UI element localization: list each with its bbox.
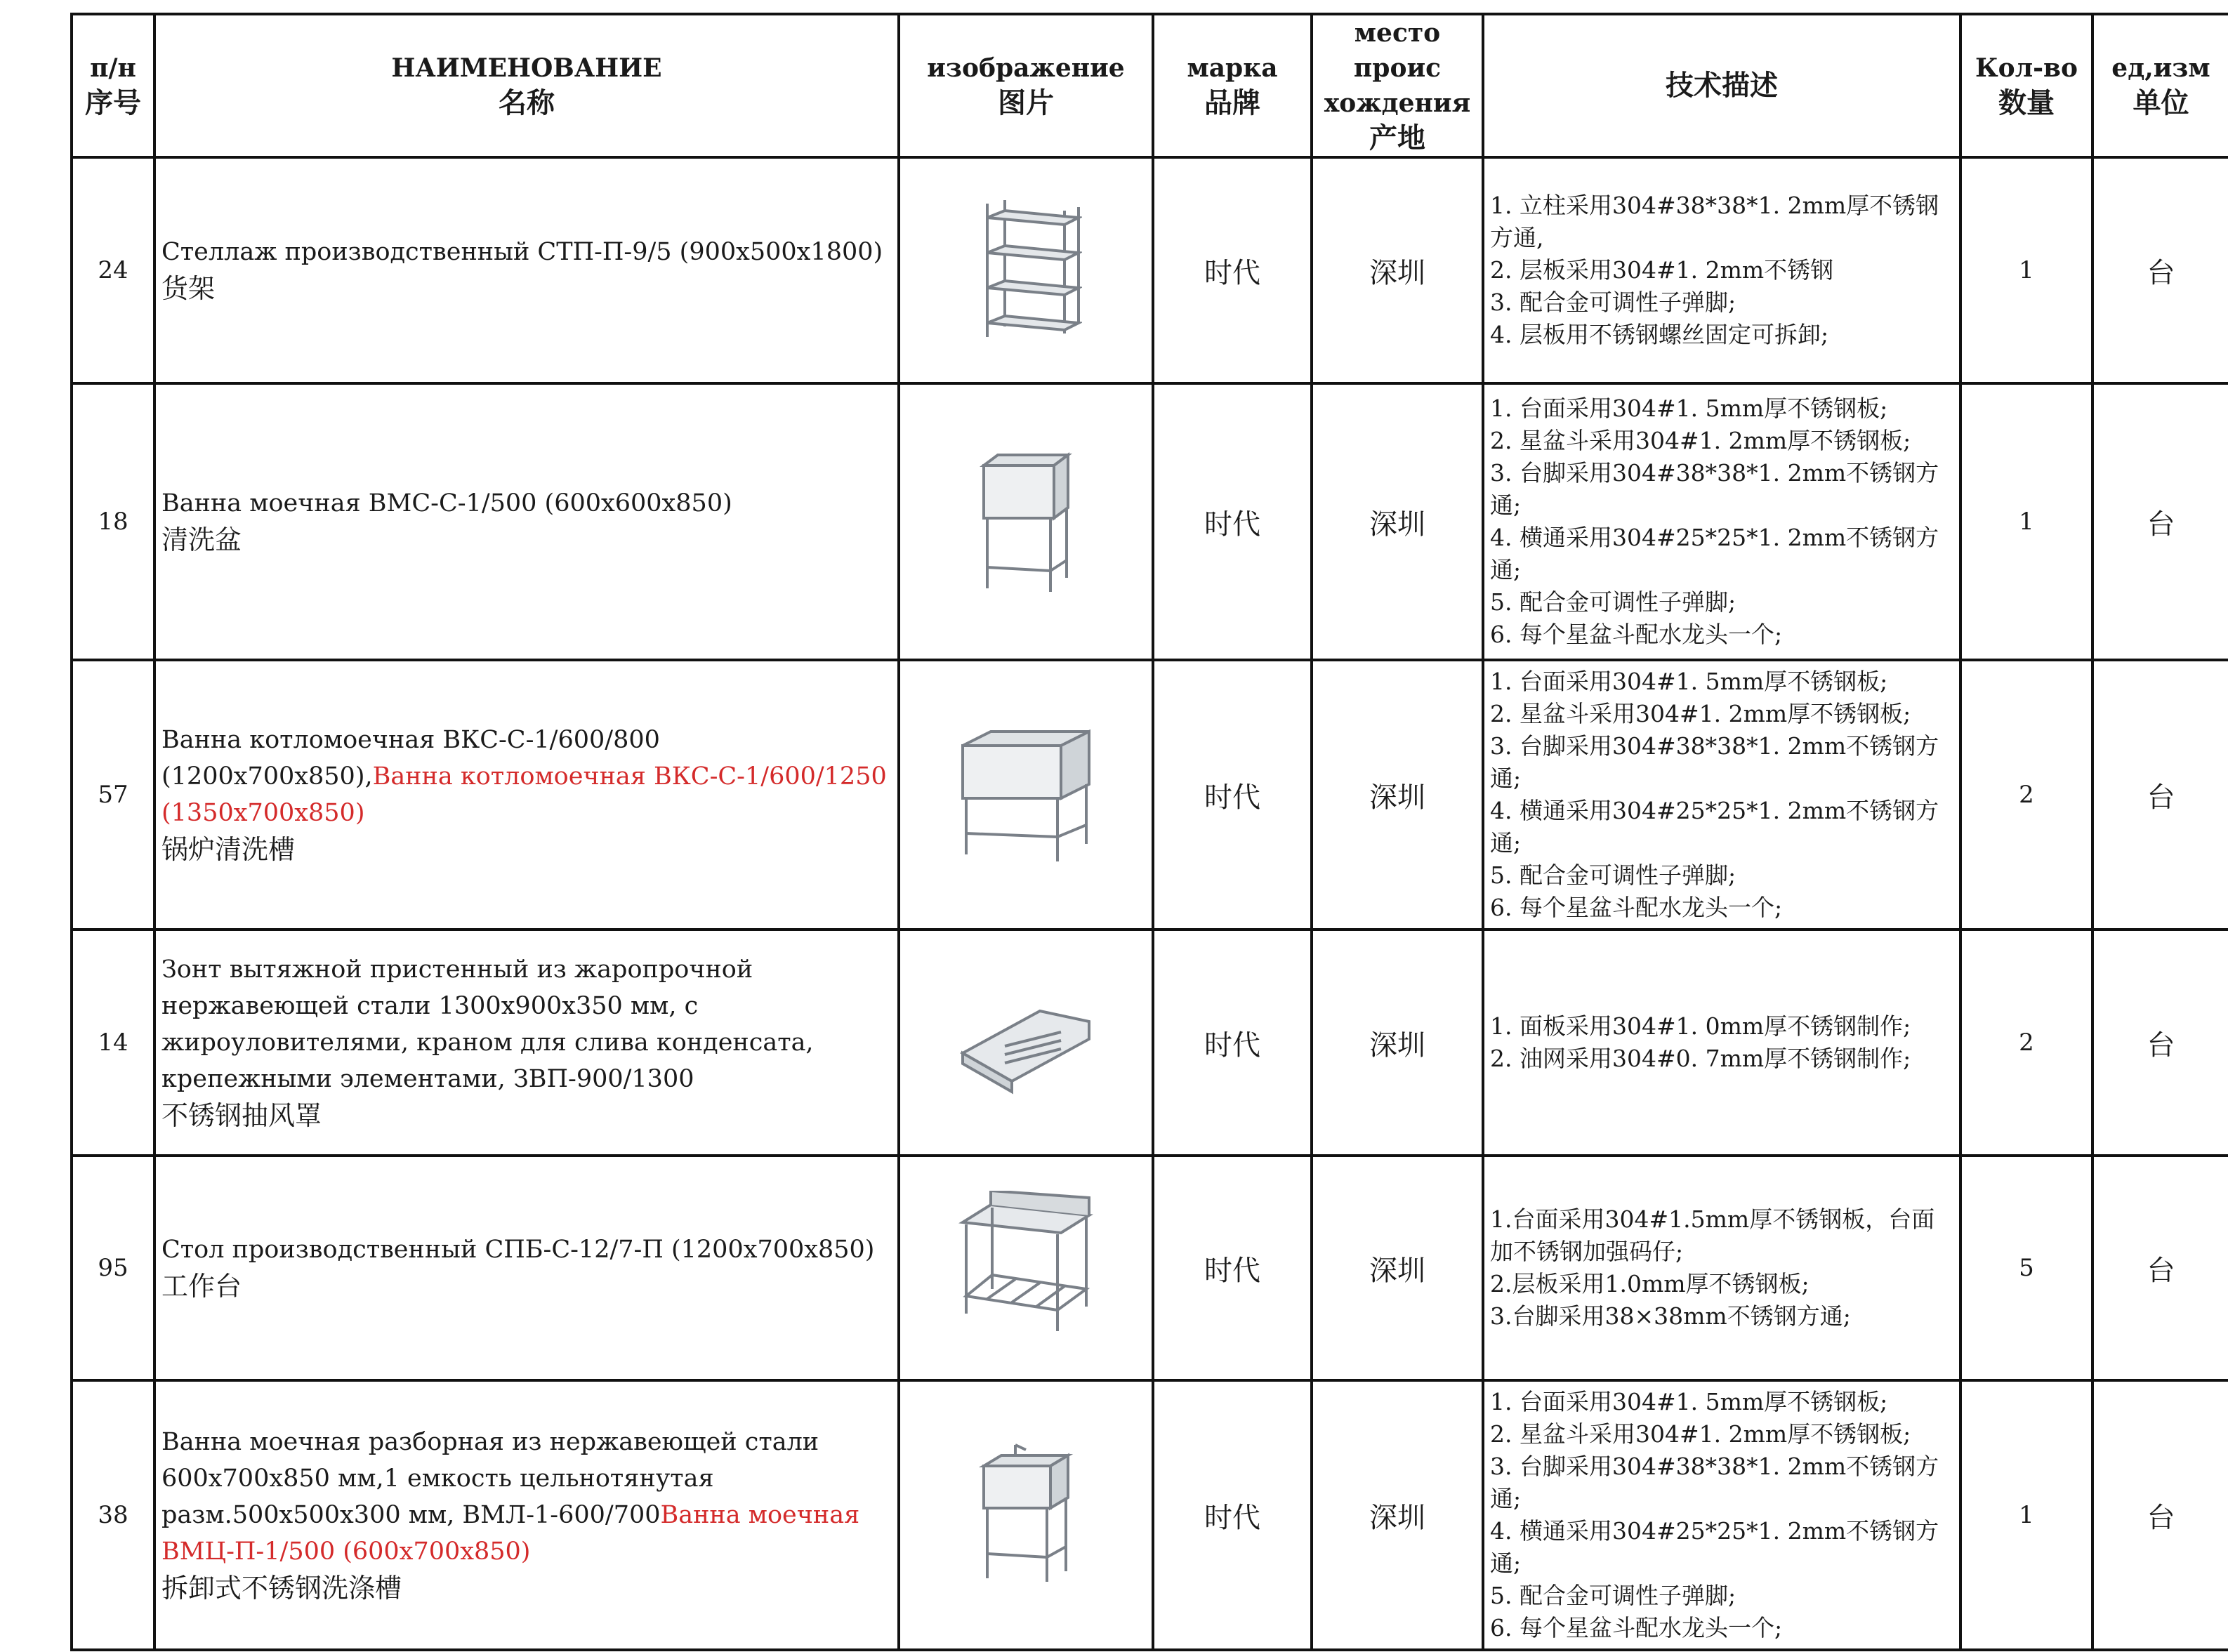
item-name-zh: 清洗盆 <box>162 524 242 555</box>
work-table-icon <box>900 1191 1152 1345</box>
description-line: 4. 横通采用304#25*25*1. 2mm不锈钢方通; <box>1490 524 1939 583</box>
item-name <box>154 1156 899 1380</box>
description-line: 1. 台面采用304#1. 5mm厚不锈钢板; <box>1490 395 1888 422</box>
item-image-cell <box>899 157 1153 383</box>
item-name-ru: Зонт вытяжной пристенный из жаропрочной нержавеющей стали 1300х900х350 мм, с жироуловителями, краном для слива конденсата, крепежными элементами, ЗВП-900/1300 <box>162 956 814 1093</box>
item-name <box>154 157 899 383</box>
item-name-ru: Ванна моечная ВМС-С-1/500 (600х600х850) <box>162 489 732 517</box>
description-line: 5. 配合金可调性子弹脚; <box>1490 861 1736 889</box>
item-brand: 时代 <box>1153 660 1312 930</box>
item-description <box>1483 383 1960 660</box>
description-line: 1. 台面采用304#1. 5mm厚不锈钢板; <box>1490 668 1888 695</box>
description-line: 6. 每个星盆斗配水龙头一个; <box>1490 894 1783 921</box>
item-name-red: Ванна котломоечная ВКС-С-1/600/1250 (1350х700х850) <box>162 762 887 827</box>
description-line: 3. 台脚采用304#38*38*1. 2mm不锈钢方通; <box>1490 1453 1939 1512</box>
description-line: 3.台脚采用38×38mm不锈钢方通; <box>1490 1302 1851 1330</box>
row-number: 24 <box>72 157 154 383</box>
item-name <box>154 383 899 660</box>
table-row <box>72 1380 2228 1650</box>
item-brand: 时代 <box>1153 1156 1312 1380</box>
description-line: 6. 每个星盆斗配水龙头一个; <box>1490 621 1783 648</box>
table-row <box>72 383 2228 660</box>
item-quantity: 1 <box>1960 157 2092 383</box>
description-line: 3. 配合金可调性子弹脚; <box>1490 289 1736 316</box>
description-line: 4. 横通采用304#25*25*1. 2mm不锈钢方通; <box>1490 1517 1939 1577</box>
item-unit: 台 <box>2092 1156 2228 1380</box>
description-line: 3. 台脚采用304#38*38*1. 2mm不锈钢方通; <box>1490 459 1939 519</box>
item-origin: 深圳 <box>1312 157 1483 383</box>
item-description <box>1483 1380 1960 1650</box>
item-name-zh: 货架 <box>162 273 216 304</box>
description-line: 2. 油网采用304#0. 7mm厚不锈钢制作; <box>1490 1045 1911 1072</box>
item-origin: 深圳 <box>1312 660 1483 930</box>
description-line: 2.层板采用1.0mm厚不锈钢板; <box>1490 1270 1810 1297</box>
item-quantity: 5 <box>1960 1156 2092 1380</box>
item-name <box>154 930 899 1156</box>
item-description <box>1483 660 1960 930</box>
header-no: п/н 序号 <box>72 14 154 157</box>
item-unit: 台 <box>2092 383 2228 660</box>
header-origin: место проис хождения 产地 <box>1312 14 1483 157</box>
item-name-ru: Ванна котломоечная ВКС-С-1/600/800 (1200х700х850), <box>162 726 660 791</box>
description-line: 2. 星盆斗采用304#1. 2mm厚不锈钢板; <box>1490 700 1911 727</box>
header-image: изображение 图片 <box>899 14 1153 157</box>
sink-demountable-icon <box>900 1441 1152 1589</box>
item-name <box>154 660 899 930</box>
description-line: 5. 配合金可调性子弹脚; <box>1490 1582 1736 1609</box>
item-unit: 台 <box>2092 1380 2228 1650</box>
item-quantity: 2 <box>1960 930 2092 1156</box>
table-row <box>72 930 2228 1156</box>
table-header-row <box>72 14 2228 157</box>
description-line: 2. 星盆斗采用304#1. 2mm厚不锈钢板; <box>1490 427 1911 454</box>
header-description: 技术描述 <box>1483 14 1960 157</box>
description-line: 1. 台面采用304#1. 5mm厚不锈钢板; <box>1490 1388 1888 1415</box>
exhaust-hood-icon <box>900 990 1152 1095</box>
equipment-spec-table <box>70 13 2228 1651</box>
item-unit: 台 <box>2092 660 2228 930</box>
item-name-zh: 不锈钢抽风罩 <box>162 1100 322 1131</box>
row-number: 18 <box>72 383 154 660</box>
item-name <box>154 1380 899 1650</box>
item-description <box>1483 930 1960 1156</box>
item-description <box>1483 1156 1960 1380</box>
table-row <box>72 660 2228 930</box>
description-line: 1. 面板采用304#1. 0mm厚不锈钢制作; <box>1490 1012 1911 1040</box>
item-description <box>1483 157 1960 383</box>
item-name-zh: 工作台 <box>162 1271 242 1302</box>
item-quantity: 2 <box>1960 660 2092 930</box>
description-line: 3. 台脚采用304#38*38*1. 2mm不锈钢方通; <box>1490 732 1939 792</box>
item-origin: 深圳 <box>1312 383 1483 660</box>
row-number: 14 <box>72 930 154 1156</box>
item-brand: 时代 <box>1153 1380 1312 1650</box>
header-unit: ед,изм 单位 <box>2092 14 2228 157</box>
description-line: 2. 星盆斗采用304#1. 2mm厚不锈钢板; <box>1490 1420 1911 1448</box>
row-number: 57 <box>72 660 154 930</box>
item-unit: 台 <box>2092 930 2228 1156</box>
description-line: 4. 横通采用304#25*25*1. 2mm不锈钢方通; <box>1490 797 1939 857</box>
item-name-ru: Ванна моечная разборная из нержавеющей стали 600х700х850 мм,1 емкость цельнотянутая разм.500х500х300 мм, ВМЛ-1-600/700 <box>162 1428 819 1529</box>
item-origin: 深圳 <box>1312 930 1483 1156</box>
header-name: НАИМЕНОВАНИЕ 名称 <box>154 14 899 157</box>
item-name-ru: Стол производственный СПБ-С-12/7-П (1200х700х850) <box>162 1236 875 1264</box>
item-image-cell <box>899 660 1153 930</box>
description-line: 1. 立柱采用304#38*38*1. 2mm厚不锈钢方通, <box>1490 192 1939 251</box>
pot-wash-sink-icon <box>900 721 1152 868</box>
spec-table-wrapper <box>70 13 2228 1651</box>
item-brand: 时代 <box>1153 157 1312 383</box>
description-line: 4. 层板用不锈钢螺丝固定可拆卸; <box>1490 321 1829 348</box>
item-unit: 台 <box>2092 157 2228 383</box>
header-brand: марка 品牌 <box>1153 14 1312 157</box>
header-qty: Кол-во 数量 <box>1960 14 2092 157</box>
item-image-cell <box>899 1156 1153 1380</box>
description-line: 1.台面采用304#1.5mm厚不锈钢板，台面加不锈钢加强码仔; <box>1490 1205 1935 1265</box>
description-line: 5. 配合金可调性子弹脚; <box>1490 588 1736 616</box>
item-quantity: 1 <box>1960 383 2092 660</box>
sink-single-icon <box>900 444 1152 599</box>
table-row <box>72 1156 2228 1380</box>
description-line: 2. 层板采用304#1. 2mm不锈钢 <box>1490 256 1834 284</box>
item-origin: 深圳 <box>1312 1380 1483 1650</box>
item-image-cell <box>899 383 1153 660</box>
item-image-cell <box>899 930 1153 1156</box>
row-number: 95 <box>72 1156 154 1380</box>
table-row <box>72 157 2228 383</box>
shelf-rack-icon <box>900 197 1152 344</box>
description-line: 6. 每个星盆斗配水龙头一个; <box>1490 1614 1783 1641</box>
item-brand: 时代 <box>1153 930 1312 1156</box>
item-image-cell <box>899 1380 1153 1650</box>
item-brand: 时代 <box>1153 383 1312 660</box>
row-number: 38 <box>72 1380 154 1650</box>
item-quantity: 1 <box>1960 1380 2092 1650</box>
item-origin: 深圳 <box>1312 1156 1483 1380</box>
item-name-ru: Стеллаж производственный СТП-П-9/5 (900х500х1800) <box>162 238 883 266</box>
item-name-zh: 锅炉清洗槽 <box>162 834 296 865</box>
item-name-zh: 拆卸式不锈钢洗涤槽 <box>162 1573 402 1604</box>
item-name-red: Ванна моечная ВМЦ-П-1/500 (600х700х850) <box>162 1501 860 1566</box>
